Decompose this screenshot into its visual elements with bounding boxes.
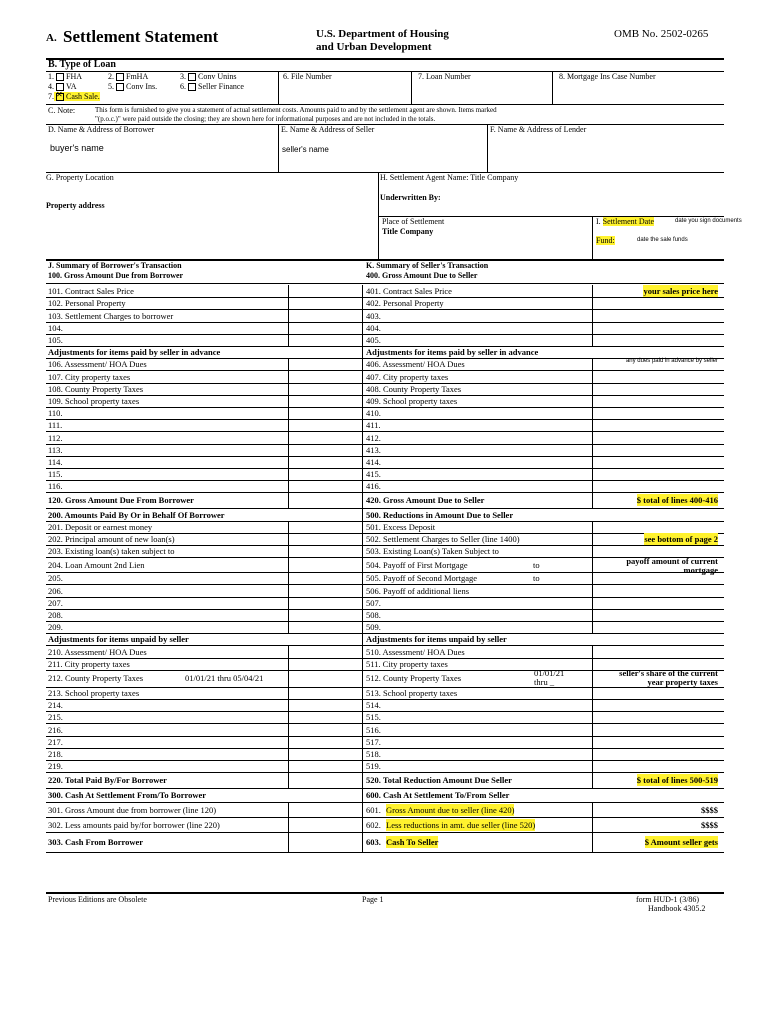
seller-line-label: 519. <box>366 761 381 772</box>
fund-note: date the sale funds <box>637 237 688 243</box>
seller-line-label: 504. Payoff of First Mortgage <box>366 559 468 570</box>
row-rule <box>46 852 724 853</box>
seller-line-label: Less reductions in amt. due seller (line 520) <box>386 819 536 830</box>
column-divider <box>362 444 363 456</box>
seller-amount-field[interactable] <box>593 432 723 442</box>
note-line-1: This form is furnished to give you a statement of actual settlement costs. Amounts paid to and by the settlement agent are shown. Items marked <box>95 106 497 114</box>
borrower-line-label: 215. <box>48 712 63 723</box>
borrower-line-label: 102. Personal Property <box>48 298 126 309</box>
seller-amount-field[interactable] <box>593 457 723 467</box>
borrower-line-label: 219. <box>48 761 63 772</box>
seller-amount-field[interactable] <box>593 737 723 747</box>
seller-line-label: 404. <box>366 322 381 333</box>
settlement-date-note: date you sign documents <box>675 218 742 224</box>
borrower-line-label: 301. Gross Amount due from borrower (line 120) <box>48 804 217 815</box>
rule <box>46 104 724 105</box>
seller-line-label: 508. <box>366 609 381 620</box>
seller-amount-note: $ Amount seller gets <box>644 837 718 848</box>
underwritten-label: Underwritten By: <box>380 193 441 202</box>
column-divider <box>362 670 363 687</box>
borrower-line-label: 206. <box>48 585 63 596</box>
seller-amount-field[interactable] <box>593 371 723 381</box>
seller-line-label: 517. <box>366 736 381 747</box>
column-divider <box>362 346 363 358</box>
column-divider <box>362 545 363 557</box>
borrower-line-label: Adjustments for items unpaid by seller <box>48 634 189 645</box>
seller-line-label: 502. Settlement Charges to Seller (line 1400) <box>366 533 520 544</box>
seller-line-label: 415. <box>366 469 381 480</box>
borrower-name: buyer's name <box>50 143 104 153</box>
checked-checkbox-icon <box>56 93 64 101</box>
seller-amount-field[interactable] <box>593 585 723 595</box>
divider <box>487 124 488 172</box>
mortgage-case-label: 8. Mortgage Ins Case Number <box>559 72 656 81</box>
seller-amount-field[interactable] <box>593 724 723 734</box>
column-divider <box>362 772 363 788</box>
borrower-amount-field[interactable] <box>289 335 361 345</box>
borrower-line-label: 303. Cash From Borrower <box>48 837 144 848</box>
borrower-amount-field[interactable] <box>289 803 361 816</box>
borrower-line-label: Adjustments for items paid by seller in advance <box>48 347 221 358</box>
seller-amount-field[interactable] <box>593 522 723 532</box>
payoff-first-to: to <box>533 559 540 570</box>
seller-line-label: 403. <box>366 310 381 321</box>
column-divider <box>362 584 363 596</box>
seller-amount-field[interactable] <box>593 445 723 455</box>
borrower-amount-field[interactable] <box>289 396 361 406</box>
rule <box>46 283 724 284</box>
column-divider <box>362 760 363 772</box>
checkbox-icon <box>188 83 196 91</box>
seller-line-label: 506. Payoff of additional liens <box>366 585 470 596</box>
borrower-line-label: 212. County Property Taxes <box>48 673 144 684</box>
section-a-label: A. <box>46 32 57 44</box>
seller-line-label: 503. Existing Loan(s) Taken Subject to <box>366 546 499 557</box>
borrower-line-label: 113. <box>48 444 63 455</box>
section-400-title: 400. Gross Amount Due to Seller <box>366 271 478 280</box>
borrower-line-label: 217. <box>48 736 63 747</box>
sales-price-note: your sales price here <box>643 286 718 297</box>
omb-number: OMB No. 2502-0265 <box>614 28 709 40</box>
borrower-amount-field[interactable] <box>289 522 361 532</box>
borrower-amount-field[interactable] <box>289 659 361 669</box>
borrower-amount-field[interactable] <box>289 546 361 556</box>
seller-line-label: Cash To Seller <box>386 837 439 848</box>
borrower-line-label: 207. <box>48 597 63 608</box>
borrower-line-label: 115. <box>48 469 63 480</box>
column-divider <box>362 285 363 297</box>
agency-line-2: and Urban Development <box>316 41 432 53</box>
column-divider <box>362 533 363 545</box>
borrower-line-label: 101. Contract Sales Price <box>48 286 134 297</box>
borrower-amount-field[interactable] <box>289 469 361 479</box>
borrower-amount-field[interactable] <box>289 534 361 544</box>
column-divider <box>362 645 363 657</box>
column-divider <box>362 383 363 395</box>
divider <box>411 71 412 104</box>
loan-option-conv-unins[interactable]: 3. Conv Unins <box>180 72 237 81</box>
seller-line-label: 420. Gross Amount Due to Seller <box>366 495 485 506</box>
borrower-amount-field[interactable] <box>289 598 361 608</box>
column-divider <box>362 711 363 723</box>
seller-line-label: 411. <box>366 420 381 431</box>
seller-amount-field[interactable] <box>593 700 723 710</box>
column-divider <box>362 736 363 748</box>
seller-amount-field[interactable] <box>593 598 723 608</box>
borrower-label: D. Name & Address of Borrower <box>48 125 155 134</box>
column-divider <box>362 480 363 492</box>
rule <box>46 892 724 894</box>
column-divider <box>362 395 363 407</box>
divider <box>278 71 279 104</box>
seller-line-label: Adjustments for items unpaid by seller <box>366 634 507 645</box>
column-divider <box>362 572 363 584</box>
column-divider <box>362 658 363 670</box>
seller-line-label: 509. <box>366 622 381 633</box>
seller-amount-field[interactable] <box>593 622 723 632</box>
seller-line-label: 510. Assessment/ HOA Dues <box>366 646 465 657</box>
borrower-amount-field[interactable] <box>289 610 361 620</box>
borrower-amount-field[interactable] <box>289 688 361 698</box>
borrower-line-label: 201. Deposit or earnest money <box>48 521 153 532</box>
seller-amount-field[interactable] <box>593 396 723 406</box>
seller-amount-field[interactable] <box>593 323 723 333</box>
seller-amount-field[interactable] <box>593 469 723 479</box>
borrower-line-label: 104. <box>48 322 63 333</box>
column-divider <box>362 687 363 699</box>
column-divider <box>362 802 363 817</box>
seller-line-label: 402. Personal Property <box>366 298 444 309</box>
column-divider <box>362 419 363 431</box>
seller-line-label: 412. <box>366 432 381 443</box>
borrower-line-label: 114. <box>48 456 63 467</box>
borrower-line-label: 112. <box>48 432 63 443</box>
borrower-amount-field[interactable] <box>289 493 361 507</box>
seller-line-label: 516. <box>366 724 381 735</box>
seller-name: seller's name <box>282 145 329 154</box>
loan-option-fha[interactable]: 1. FHA <box>48 72 83 81</box>
seller-line-label: 600. Cash At Settlement To/From Seller <box>366 790 510 801</box>
seller-amount-field[interactable] <box>593 688 723 698</box>
seller-amount-field[interactable] <box>593 712 723 722</box>
borrower-line-label: 109. School property taxes <box>48 395 140 406</box>
column-divider <box>362 456 363 468</box>
borrower-line-label: 203. Existing loan(s) taken subject to <box>48 546 175 557</box>
column-divider <box>362 748 363 760</box>
borrower-line-label: 300. Cash At Settlement From/To Borrower <box>48 790 207 801</box>
borrower-amount-field[interactable] <box>289 724 361 734</box>
seller-amount-field[interactable] <box>593 298 723 308</box>
column-divider <box>362 508 363 520</box>
column-divider <box>362 309 363 321</box>
note-label: C. Note: <box>48 106 76 115</box>
borrower-amount-field[interactable] <box>289 481 361 491</box>
borrower-line-label: 106. Assessment/ HOA Dues <box>48 359 147 370</box>
borrower-amount-field[interactable] <box>289 384 361 394</box>
divider <box>552 71 553 104</box>
column-divider <box>362 788 363 802</box>
seller-line-label: 515. <box>366 712 381 723</box>
seller-amount-field[interactable] <box>593 408 723 418</box>
borrower-amount-field[interactable] <box>289 558 361 571</box>
borrower-line-label: 116. <box>48 481 63 492</box>
seller-line-label: 500. Reductions in Amount Due to Seller <box>366 509 514 520</box>
seller-amount-field[interactable] <box>593 610 723 620</box>
tax-share-note-2: year property taxes <box>647 677 718 688</box>
column-divider <box>362 633 363 645</box>
footer-handbook: Handbook 4305.2 <box>648 904 706 913</box>
borrower-line-label: 111. <box>48 420 63 431</box>
divider <box>592 216 593 259</box>
seller-line-label: 413. <box>366 444 381 455</box>
seller-line-number: 601. <box>366 804 381 815</box>
settlement-date-label: I. Settlement Date <box>596 217 654 226</box>
seller-line-label: 410. <box>366 408 381 419</box>
seller-line-label: 405. <box>366 334 381 345</box>
seller-amount-field[interactable] <box>593 384 723 394</box>
checkbox-icon <box>188 73 196 81</box>
seller-line-label: 518. <box>366 748 381 759</box>
agency-line-1: U.S. Department of Housing <box>316 28 449 40</box>
column-divider <box>362 370 363 382</box>
borrower-amount-field[interactable] <box>289 761 361 771</box>
borrower-amount-field[interactable] <box>289 622 361 632</box>
borrower-line-label: 202. Principal amount of new loan(s) <box>48 533 175 544</box>
borrower-line-label: 200. Amounts Paid By Or in Behalf Of Borrower <box>48 509 225 520</box>
borrower-line-label: 214. <box>48 700 63 711</box>
seller-line-label: 507. <box>366 597 381 608</box>
borrower-amount-field[interactable] <box>289 749 361 759</box>
seller-line-label: 408. County Property Taxes <box>366 383 462 394</box>
county-date-1: 01/01/21 <box>534 668 565 679</box>
dues-note: any dues paid in advance by seller <box>625 358 718 365</box>
seller-amount-note: $$$$ <box>701 819 718 830</box>
seller-line-number: 603. <box>366 837 381 848</box>
borrower-amount-field[interactable] <box>289 773 361 787</box>
borrower-line-label: 213. School property taxes <box>48 687 140 698</box>
payoff-note-line-1: payoff amount of current <box>626 555 718 566</box>
borrower-line-label: 110. <box>48 408 63 419</box>
column-divider <box>362 621 363 633</box>
borrower-amount-field[interactable] <box>289 432 361 442</box>
borrower-amount-field[interactable] <box>289 323 361 333</box>
column-divider <box>362 557 363 572</box>
borrower-amount-field[interactable] <box>289 737 361 747</box>
section-100-title: 100. Gross Amount Due from Borrower <box>48 271 184 280</box>
column-divider <box>362 609 363 621</box>
borrower-line-label: 220. Total Paid By/For Borrower <box>48 775 167 786</box>
loan-option-fmha[interactable]: 2. FmHA <box>108 72 149 81</box>
column-divider <box>362 521 363 533</box>
borrower-amount-field[interactable] <box>289 445 361 455</box>
payoff-note-line-2: mortgage <box>683 564 718 575</box>
column-divider <box>362 431 363 443</box>
place-of-settlement-label: Place of Settlement <box>382 217 445 226</box>
borrower-amount-field[interactable] <box>289 833 361 851</box>
seller-line-label: 501. Excess Deposit <box>366 521 436 532</box>
borrower-amount-field[interactable] <box>289 646 361 656</box>
loan-option-cash-sale[interactable]: 7.✕ Cash Sale. <box>48 92 100 101</box>
loan-option-conv-ins[interactable]: 5. Conv Ins. <box>108 82 158 91</box>
seller-amount-field[interactable] <box>593 420 723 430</box>
column-divider <box>362 699 363 711</box>
seller-line-label: 520. Total Reduction Amount Due Seller <box>366 775 512 786</box>
column-divider <box>362 297 363 309</box>
footer-page-number: Page 1 <box>362 895 384 904</box>
seller-line-label: 514. <box>366 700 381 711</box>
seller-line-label: 407. City property taxes <box>366 371 449 382</box>
seller-line-label: 512. County Property Taxes <box>366 673 462 684</box>
borrower-summary-title: J. Summary of Borrower's Transaction <box>48 261 182 270</box>
borrower-line-label: 209. <box>48 622 63 633</box>
seller-amount-field[interactable] <box>593 646 723 656</box>
county-date-2: thru _ <box>534 677 555 688</box>
column-divider <box>362 723 363 735</box>
borrower-line-label: 205. <box>48 573 63 584</box>
borrower-amount-field[interactable] <box>289 298 361 308</box>
column-divider <box>362 817 363 832</box>
borrower-amount-field[interactable] <box>289 457 361 467</box>
seller-line-label: 513. School property taxes <box>366 687 458 698</box>
seller-label: E. Name & Address of Seller <box>281 125 375 134</box>
borrower-amount-field[interactable] <box>289 712 361 722</box>
see-bottom-note: see bottom of page 2 <box>644 533 718 544</box>
seller-line-label: 401. Contract Sales Price <box>366 286 452 297</box>
payoff-second-to: to <box>533 573 540 584</box>
seller-line-label: 511. City property taxes <box>366 658 448 669</box>
borrower-line-label: 218. <box>48 748 63 759</box>
footer-obsolete: Previous Editions are Obsolete <box>48 895 147 904</box>
column-divider <box>362 832 363 852</box>
property-label: G. Property Location <box>46 173 114 182</box>
seller-line-number: 602. <box>366 819 381 830</box>
seller-amount-field[interactable] <box>593 749 723 759</box>
seller-line-label: 505. Payoff of Second Mortgage <box>366 573 478 584</box>
file-number-label: 6. File Number <box>283 72 332 81</box>
total-400-note: $ total of lines 400-416 <box>636 495 718 506</box>
seller-line-label: 416. <box>366 481 381 492</box>
borrower-line-label: 105. <box>48 334 63 345</box>
checkbox-icon <box>116 83 124 91</box>
column-divider <box>362 597 363 609</box>
borrower-line-label: 120. Gross Amount Due From Borrower <box>48 495 194 506</box>
seller-amount-field[interactable] <box>593 310 723 320</box>
column-divider <box>362 407 363 419</box>
column-divider <box>362 322 363 334</box>
seller-amount-field[interactable] <box>593 335 723 345</box>
borrower-line-label: 108. County Property Taxes <box>48 383 144 394</box>
divider <box>278 124 279 172</box>
loan-number-label: 7. Loan Number <box>418 72 471 81</box>
borrower-amount-field[interactable] <box>289 573 361 583</box>
borrower-amount-field[interactable] <box>289 585 361 595</box>
borrower-line-label: 107. City property taxes <box>48 371 131 382</box>
county-tax-dates: 01/01/21 thru 05/04/21 <box>185 673 264 684</box>
borrower-amount-field[interactable] <box>289 310 361 320</box>
checkbox-icon <box>56 73 64 81</box>
column-divider <box>362 468 363 480</box>
borrower-line-label: 208. <box>48 609 63 620</box>
borrower-amount-field[interactable] <box>289 700 361 710</box>
borrower-amount-field[interactable] <box>289 286 361 296</box>
column-divider <box>362 492 363 508</box>
borrower-line-label: 302. Less amounts paid by/for borrower (line 220) <box>48 819 220 830</box>
borrower-amount-field[interactable] <box>289 359 361 369</box>
tax-share-note-1: seller's share of the current <box>619 668 718 679</box>
seller-amount-field[interactable] <box>593 481 723 491</box>
seller-line-label: 414. <box>366 456 381 467</box>
seller-line-label: Adjustments for items paid by seller in advance <box>366 347 539 358</box>
page-title: Settlement Statement <box>63 27 219 46</box>
property-address: Property address <box>46 201 105 210</box>
loan-option-seller-finance[interactable]: 6. Seller Finance <box>180 82 244 91</box>
borrower-amount-field[interactable] <box>289 420 361 430</box>
borrower-line-label: 210. Assessment/ HOA Dues <box>48 646 147 657</box>
borrower-amount-field[interactable] <box>289 671 361 686</box>
loan-option-va[interactable]: 4. VA <box>48 82 77 91</box>
borrower-amount-field[interactable] <box>289 818 361 831</box>
note-line-2: "(p.o.c.)" were paid outside the closing; they are shown here for informational purposes and are not included in the totals. <box>95 115 436 123</box>
fund-label: Fund: <box>596 236 615 245</box>
borrower-line-label: 103. Settlement Charges to borrower <box>48 310 174 321</box>
column-divider <box>362 358 363 370</box>
seller-line-label: 406. Assessment/ HOA Dues <box>366 359 465 370</box>
total-500-note: $ total of lines 500-519 <box>636 775 718 786</box>
rule <box>46 58 724 60</box>
borrower-line-label: 204. Loan Amount 2nd Lien <box>48 559 145 570</box>
seller-line-label: 409. School property taxes <box>366 395 458 406</box>
type-of-loan-title: B. Type of Loan <box>48 59 116 70</box>
place-of-settlement-value: Title Company <box>382 227 434 236</box>
seller-summary-title: K. Summary of Seller's Transaction <box>366 261 489 270</box>
borrower-line-label: 216. <box>48 724 63 735</box>
seller-amount-note: $$$$ <box>701 804 718 815</box>
settlement-agent-label: H. Settlement Agent Name: Title Company <box>380 173 519 182</box>
borrower-amount-field[interactable] <box>289 408 361 418</box>
borrower-amount-field[interactable] <box>289 371 361 381</box>
footer-form-id: form HUD-1 (3/86) <box>636 895 700 904</box>
borrower-line-label: 211. City property taxes <box>48 658 130 669</box>
seller-amount-field[interactable] <box>593 761 723 771</box>
seller-line-label: Gross Amount due to seller (line 420) <box>386 804 515 815</box>
column-divider <box>362 334 363 346</box>
checkbox-icon <box>116 73 124 81</box>
lender-label: F. Name & Address of Lender <box>490 125 587 134</box>
